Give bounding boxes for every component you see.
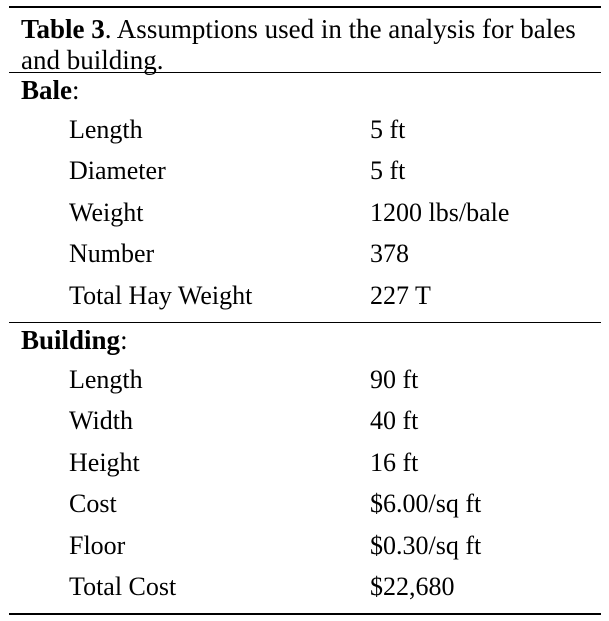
- table-row: [9, 400, 601, 441]
- table-row: [9, 359, 601, 400]
- table-row: [9, 442, 601, 483]
- row-label: Floor: [69, 530, 126, 560]
- row-value: 5 ft: [370, 115, 406, 144]
- section-title-building: Building: [21, 324, 121, 355]
- row-value: $22,680: [370, 571, 455, 601]
- table-row: [9, 566, 601, 607]
- table-row: [9, 192, 601, 233]
- row-label: Cost: [69, 489, 117, 519]
- row-label: Total Cost: [69, 571, 177, 601]
- row-label: Width: [69, 406, 133, 436]
- table-row: [9, 233, 601, 274]
- row-value: 16 ft: [370, 447, 419, 477]
- row-label: Length: [69, 364, 143, 394]
- section-heading-bale: [9, 73, 601, 109]
- table-row: [9, 275, 601, 316]
- section-heading-building: [9, 323, 601, 359]
- row-label: Weight: [69, 197, 144, 227]
- row-value: 5 ft: [370, 156, 406, 186]
- row-value: 40 ft: [370, 406, 419, 436]
- table-row: [9, 525, 601, 566]
- row-label: Total Hay Weight: [69, 280, 253, 310]
- table-row: [9, 150, 601, 191]
- section-colon-bale: :: [72, 75, 80, 105]
- row-value: $0.30/sq ft: [370, 530, 482, 560]
- bottom-rule: [9, 613, 601, 615]
- row-label: Diameter: [69, 156, 166, 186]
- row-label: Number: [69, 239, 155, 269]
- section-body-building: [9, 359, 601, 613]
- section-colon-building: :: [120, 324, 128, 355]
- row-value: $6.00/sq ft: [370, 489, 482, 519]
- row-label: Height: [69, 447, 140, 477]
- table-caption: [9, 8, 601, 75]
- row-value: 1200 lbs/bale: [370, 197, 510, 227]
- table-row: [9, 109, 601, 150]
- row-value: 227 T: [370, 280, 431, 310]
- table-row: [9, 483, 601, 524]
- section-title-bale: Bale: [21, 75, 72, 105]
- caption-label: Table 3: [21, 14, 105, 44]
- row-value: 90 ft: [370, 364, 419, 394]
- assumptions-table: [9, 6, 601, 615]
- row-value: 378: [370, 239, 409, 269]
- section-body-bale: [9, 109, 601, 322]
- caption-text: . Assumptions used in the analysis for bales and building.: [21, 14, 576, 75]
- row-label: Length: [69, 115, 143, 144]
